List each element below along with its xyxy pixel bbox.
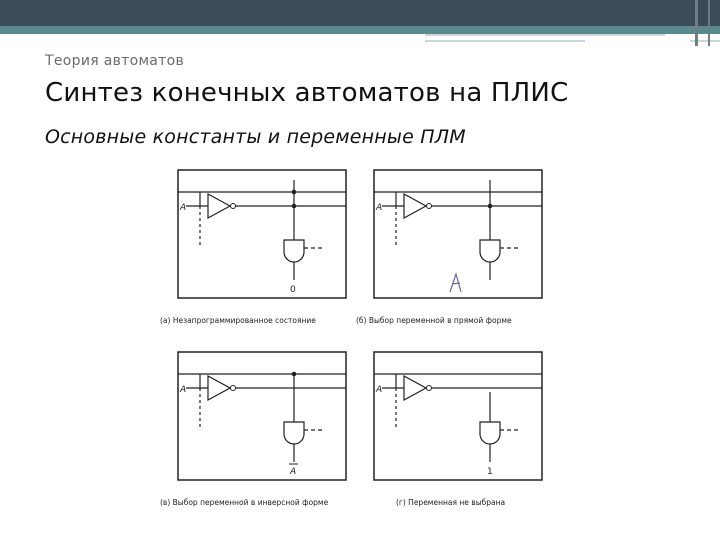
panel-frame	[178, 352, 346, 480]
top-bar	[0, 0, 720, 26]
output-label: 1	[487, 467, 493, 477]
buffer-gate-icon	[208, 376, 230, 400]
decor-line	[425, 40, 585, 42]
input-label: A	[376, 385, 383, 395]
slide-heading: Основные константы и переменные ПЛМ	[45, 126, 466, 148]
input-label: A	[376, 203, 383, 213]
decor-bar	[695, 0, 698, 46]
panel-frame	[374, 352, 542, 480]
input-label: A	[180, 203, 187, 213]
decor-line	[425, 34, 665, 36]
panel-frame	[374, 170, 542, 298]
course-subtitle: Теория автоматов	[45, 53, 185, 69]
caption-a: (а) Незапрограммированное состояние	[160, 316, 316, 325]
input-label: A	[180, 385, 187, 395]
and-gate-icon	[480, 422, 500, 444]
caption-c: (в) Выбор переменной в инверсной форме	[160, 498, 329, 507]
panel-frame	[178, 170, 346, 298]
panel-a	[178, 170, 346, 298]
and-gate-icon	[480, 240, 500, 262]
panel-d	[374, 352, 542, 480]
decor-bar	[708, 0, 710, 46]
and-gate-icon	[284, 240, 304, 262]
panel-c	[178, 352, 346, 480]
buffer-gate-icon	[208, 194, 230, 218]
panel-b	[374, 170, 542, 298]
buffer-gate-icon	[404, 194, 426, 218]
caption-b: (б) Выбор переменной в прямой форме	[356, 316, 512, 325]
slide-title: Синтез конечных автоматов на ПЛИС	[45, 78, 569, 108]
and-gate-icon	[284, 422, 304, 444]
top-stripe	[0, 26, 720, 34]
caption-d: (г) Переменная не выбрана	[396, 498, 506, 507]
pla-figure	[160, 165, 560, 525]
handwritten-a-mark	[450, 274, 461, 292]
output-label: A	[290, 467, 297, 477]
output-label: 0	[290, 285, 296, 295]
buffer-gate-icon	[404, 376, 426, 400]
